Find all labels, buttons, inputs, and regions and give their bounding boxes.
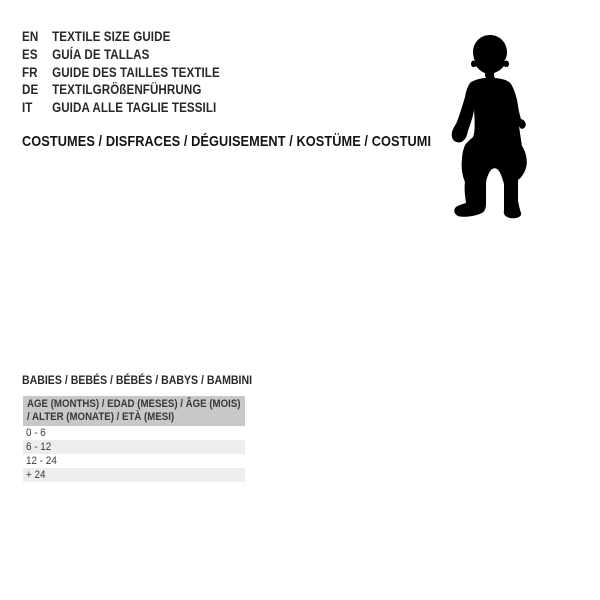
- language-list: [22, 28, 220, 117]
- age-range-value: 12 - 24: [26, 455, 57, 467]
- language-row: [22, 28, 220, 46]
- language-code: FR: [22, 64, 38, 80]
- language-code: IT: [22, 100, 33, 116]
- language-label: TEXTILE SIZE GUIDE: [52, 29, 171, 44]
- language-label: GUÍA DE TALLAS: [52, 46, 150, 62]
- language-label: TEXTILGRÖßENFÜHRUNG: [52, 82, 202, 98]
- table-row: [23, 440, 245, 454]
- table-row: [23, 454, 245, 468]
- age-range-value: + 24: [26, 469, 46, 481]
- baby-toddler-silhouette-path: [452, 35, 527, 218]
- language-code: ES: [22, 46, 38, 62]
- age-table-header: [23, 396, 245, 426]
- baby-silhouette-figure: [448, 34, 530, 220]
- age-range-value: 0 - 6: [26, 427, 46, 439]
- language-row: [22, 99, 220, 117]
- language-row: [22, 46, 220, 64]
- table-row: [23, 426, 245, 440]
- language-label: GUIDE DES TAILLES TEXTILE: [52, 64, 220, 80]
- table-row: [23, 468, 245, 482]
- babies-age-table: [23, 396, 245, 482]
- language-row: [22, 64, 220, 82]
- category-title: COSTUMES / DISFRACES / DÉGUISEMENT / KOSTÜME / COSTUMI: [22, 133, 432, 150]
- babies-section-title: BABIES / BEBÉS / BÉBÉS / BABYS / BAMBINI: [22, 373, 253, 387]
- age-range-value: 6 - 12: [26, 441, 52, 453]
- language-label: GUIDA ALLE TAGLIE TESSILI: [52, 100, 217, 116]
- language-code: EN: [22, 29, 39, 44]
- language-code: DE: [22, 82, 39, 98]
- age-table-header-text: AGE (MONTHS) / EDAD (MESES) / ÂGE (MOIS) / ALTER (MONATE) / ETÀ (MESI): [27, 398, 241, 423]
- baby-toddler-silhouette-icon: [448, 34, 530, 220]
- language-row: [22, 81, 220, 99]
